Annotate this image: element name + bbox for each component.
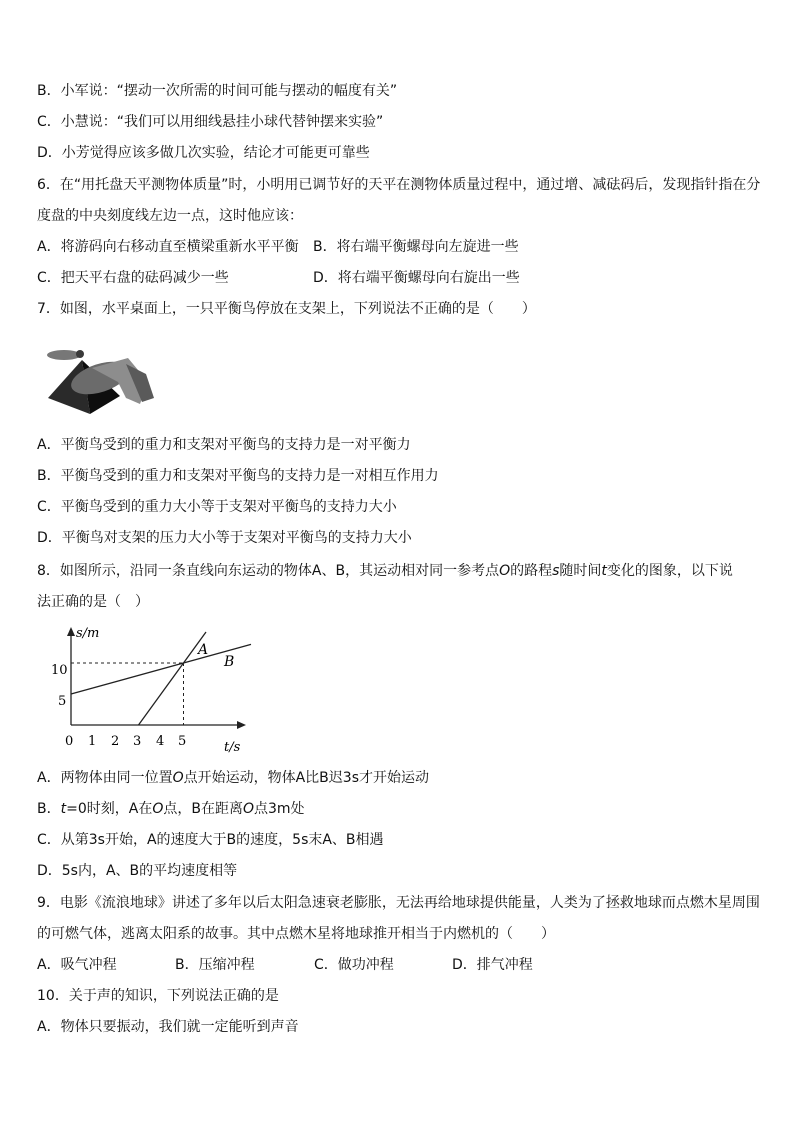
- q7-option-a: A．平衡鸟受到的重力和支架对平衡鸟的支持力是一对平衡力: [37, 437, 411, 453]
- x-tick-3: 3: [133, 734, 142, 749]
- q6-option-b: B．将右端平衡螺母向左旋进一些: [313, 239, 519, 255]
- q9-stem-line2: 的可燃气体，逃离太阳系的故事。其中点燃木星将地球推开相当于内燃机的（ ）: [37, 926, 555, 942]
- q8-option-a: A．两物体由同一位置O点开始运动，物体A比B迟3s才开始运动: [37, 770, 429, 786]
- q6-option-a: A．将游码向右移动直至横梁重新水平平衡: [37, 239, 299, 255]
- q6-stem-line1: 6．在“用托盘天平测物体质量”时，小明用已调节好的天平在测物体质量过程中，通过增、减砝码后，发现指针指在分: [37, 177, 761, 193]
- q6-stem-line2: 度盘的中央刻度线左边一点，这时他应该：: [37, 208, 303, 224]
- q5-option-c: C．小慧说：“我们可以用细线悬挂小球代替钟摆来实验”: [37, 114, 384, 130]
- q9-option-a: A．吸气冲程: [37, 957, 117, 973]
- y-tick-5: 5: [58, 694, 67, 709]
- q10-option-a: A．物体只要振动，我们就一定能听到声音: [37, 1019, 299, 1035]
- q7-stem: 7．如图，水平桌面上，一只平衡鸟停放在支架上，下列说法不正确的是（ ）: [37, 301, 536, 317]
- series-a-line: [139, 632, 207, 725]
- x-tick-5: 5: [178, 734, 187, 749]
- distance-time-graph: [46, 622, 256, 754]
- series-b-label: B: [224, 654, 235, 670]
- y-axis-label: s/m: [76, 626, 100, 641]
- q9-option-d: D．排气冲程: [452, 957, 533, 973]
- q9-option-c: C．做功冲程: [314, 957, 394, 973]
- q8-stem-line2: 法正确的是（ ）: [37, 594, 149, 610]
- q5-option-d: D．小芳觉得应该多做几次实验，结论才可能更可靠些: [37, 145, 370, 161]
- x-axis-label: t/s: [224, 740, 241, 754]
- balance-bird-image: [42, 338, 162, 420]
- q8-option-c: C．从第3s开始，A的速度大于B的速度，5s末A、B相遇: [37, 832, 384, 848]
- x-tick-2: 2: [111, 734, 120, 749]
- q8-option-d: D．5s内，A、B的平均速度相等: [37, 863, 238, 879]
- x-tick-4: 4: [156, 734, 165, 749]
- y-tick-10: 10: [51, 663, 68, 678]
- q8-stem-line1: 8．如图所示，沿同一条直线向东运动的物体A、B，其运动相对同一参考点O的路程s随时间t变化的图象，以下说: [37, 563, 733, 579]
- q9-option-b: B．压缩冲程: [175, 957, 255, 973]
- q7-option-c: C．平衡鸟受到的重力大小等于支架对平衡鸟的支持力大小: [37, 499, 397, 515]
- q8-option-b: B．t=0时刻，A在O点，B在距离O点3m处: [37, 801, 305, 817]
- q10-stem: 10．关于声的知识，下列说法正确的是: [37, 988, 279, 1004]
- q7-option-b: B．平衡鸟受到的重力和支架对平衡鸟的支持力是一对相互作用力: [37, 468, 439, 484]
- q5-option-b: B．小军说：“摆动一次所需的时间可能与摆动的幅度有关”: [37, 83, 398, 99]
- x-tick-1: 1: [88, 734, 97, 749]
- q6-option-d: D．将右端平衡螺母向右旋出一些: [313, 270, 520, 286]
- q6-option-c: C．把天平右盘的砝码减少一些: [37, 270, 229, 286]
- x-tick-0: 0: [65, 734, 74, 749]
- x-axis-arrow: [237, 721, 246, 729]
- q9-stem-line1: 9．电影《流浪地球》讲述了多年以后太阳急速衰老膨胀，无法再给地球提供能量，人类为了拯救地球而点燃木星周围: [37, 895, 760, 911]
- q7-option-d: D．平衡鸟对支架的压力大小等于支架对平衡鸟的支持力大小: [37, 530, 412, 546]
- y-axis-arrow: [67, 627, 75, 636]
- series-a-label: A: [198, 642, 209, 658]
